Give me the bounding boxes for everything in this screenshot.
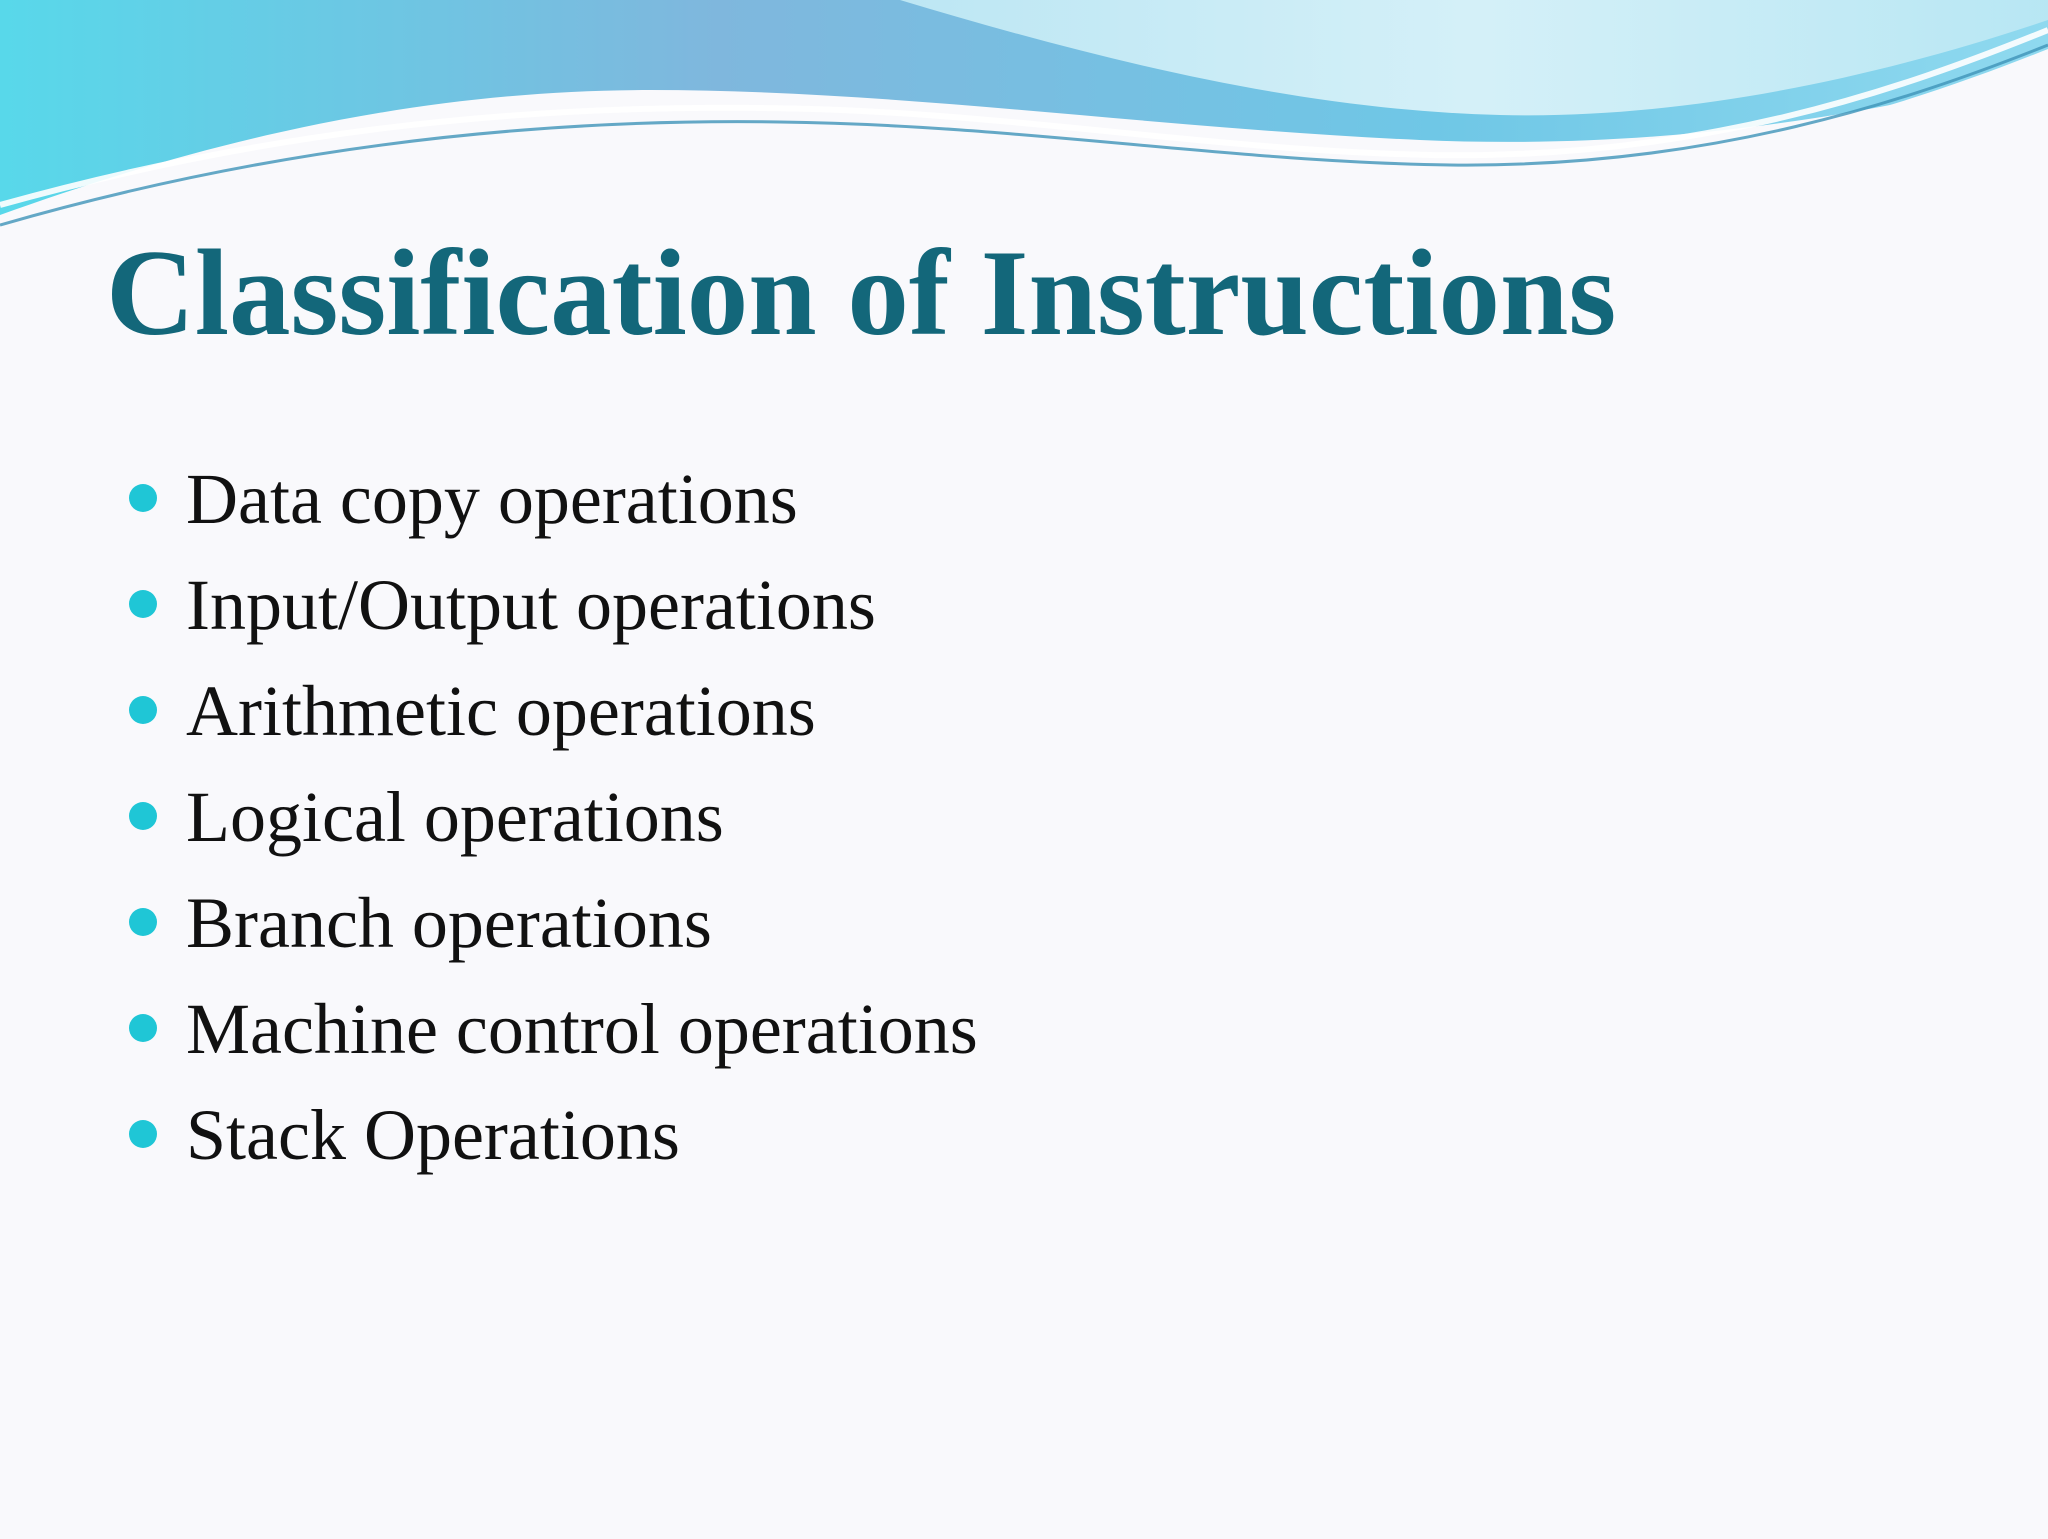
bullet-text: Stack Operations	[186, 1095, 680, 1175]
bullet-dot-icon	[129, 696, 157, 724]
bullet-dot-icon	[129, 908, 157, 936]
bullet-dot-icon	[129, 1014, 157, 1042]
bullet-text: Machine control operations	[186, 989, 978, 1069]
bullet-dot-icon	[129, 484, 157, 512]
bullet-dot-icon	[129, 590, 157, 618]
header-wave-decoration	[0, 0, 2048, 240]
bullet-dot-icon	[129, 1120, 157, 1148]
bullet-text: Arithmetic operations	[186, 671, 816, 751]
bullet-dot-icon	[129, 802, 157, 830]
slide-title: Classification of Instructions	[106, 224, 1617, 361]
bullet-text: Branch operations	[186, 883, 712, 963]
bullet-text: Logical operations	[186, 777, 724, 857]
bullet-text: Data copy operations	[186, 459, 798, 539]
bullet-text: Input/Output operations	[186, 565, 876, 645]
